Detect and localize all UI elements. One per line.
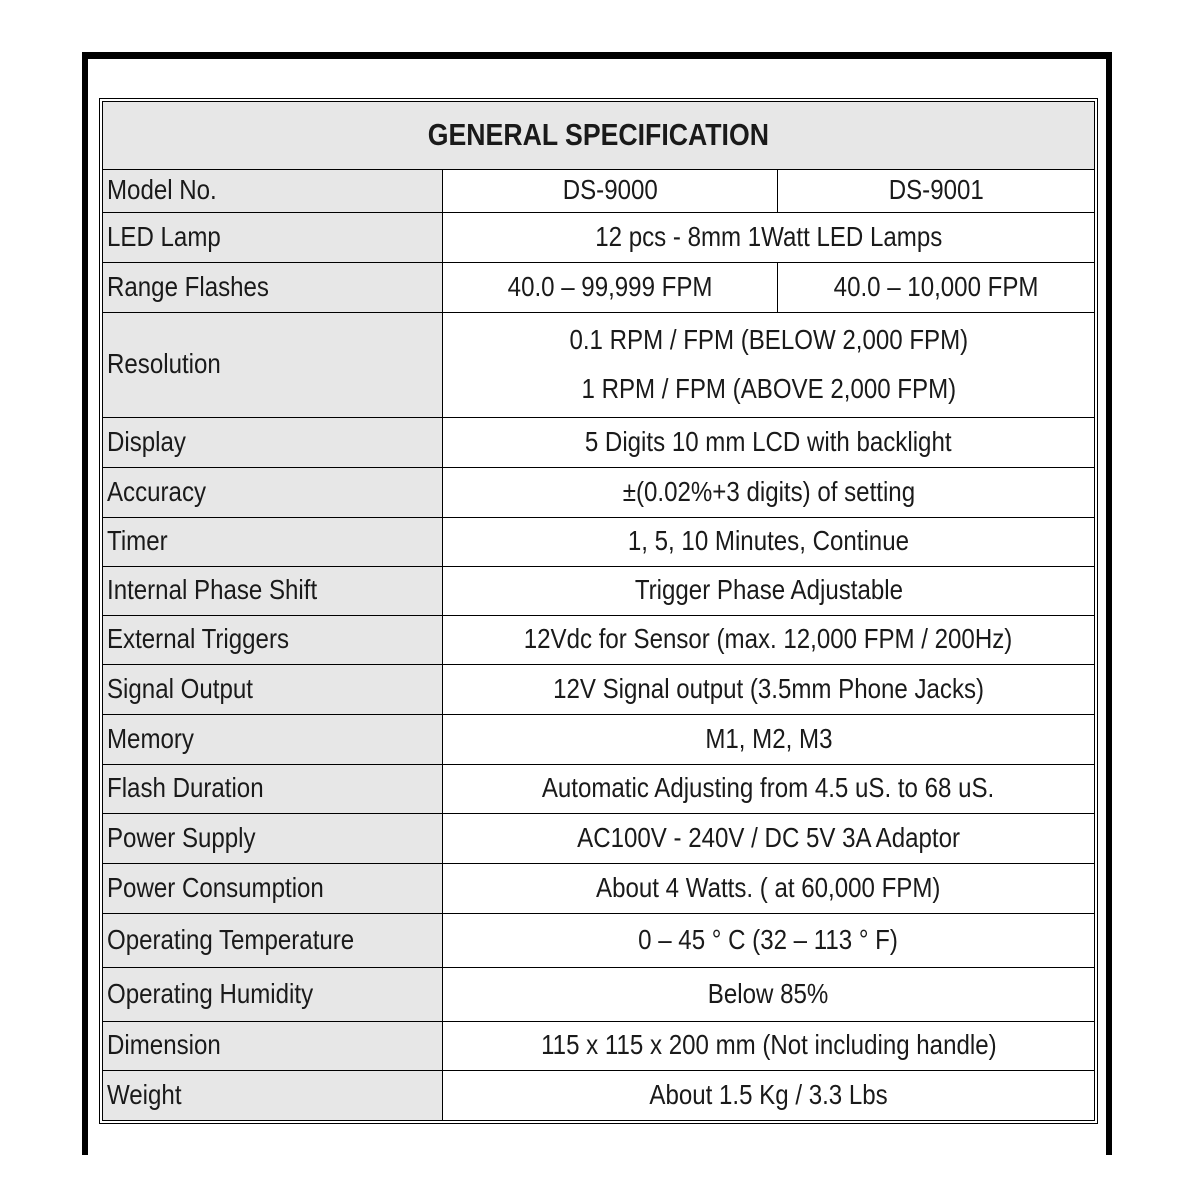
spec-label-flash-duration: Flash Duration (103, 765, 443, 814)
table-row-operating-temperature (103, 914, 1095, 968)
spec-label-internal-phase-shift: Internal Phase Shift (103, 567, 443, 616)
spec-label-memory: Memory (103, 715, 443, 765)
spec-value-dimension: 115 x 115 x 200 mm (Not including handle) (443, 1022, 1095, 1071)
table-row-weight (103, 1071, 1095, 1121)
table-row-range-flashes (103, 263, 1095, 313)
spec-value-model-ds9000: DS-9000 (443, 170, 778, 213)
table-row-dimension (103, 1022, 1095, 1071)
spec-value-resolution (443, 313, 1095, 418)
spec-label-external-triggers: External Triggers (103, 616, 443, 665)
spec-label-resolution: Resolution (103, 313, 443, 418)
spec-label-display: Display (103, 418, 443, 468)
spec-label-operating-humidity: Operating Humidity (103, 968, 443, 1022)
spec-label-timer: Timer (103, 518, 443, 567)
table-row-accuracy (103, 468, 1095, 518)
spec-label-led-lamp: LED Lamp (103, 213, 443, 263)
resolution-line-2: 1 RPM / FPM (ABOVE 2,000 FPM) (581, 373, 956, 404)
spec-value-power-supply: AC100V - 240V / DC 5V 3A Adaptor (443, 814, 1095, 864)
table-row-power-consumption (103, 864, 1095, 914)
table-row-timer (103, 518, 1095, 567)
table-title-cell (103, 102, 1095, 170)
spec-value-model-ds9001: DS-9001 (778, 170, 1095, 213)
spec-value-range-ds9000: 40.0 – 99,999 FPM (443, 263, 778, 313)
spec-label-dimension: Dimension (103, 1022, 443, 1071)
table-row-resolution (103, 313, 1095, 418)
spec-label-power-supply: Power Supply (103, 814, 443, 864)
spec-value-weight: About 1.5 Kg / 3.3 Lbs (443, 1071, 1095, 1121)
table-row-internal-phase-shift (103, 567, 1095, 616)
spec-label-model-no: Model No. (103, 170, 443, 213)
specification-table (102, 101, 1095, 1121)
table-header-row (103, 102, 1095, 170)
table-row-memory (103, 715, 1095, 765)
table-row-operating-humidity (103, 968, 1095, 1022)
table-row-flash-duration (103, 765, 1095, 814)
spec-label-power-consumption: Power Consumption (103, 864, 443, 914)
spec-value-internal-phase-shift: Trigger Phase Adjustable (443, 567, 1095, 616)
specification-table-wrapper (99, 98, 1098, 1124)
spec-value-accuracy: ±(0.02%+3 digits) of setting (443, 468, 1095, 518)
spec-label-signal-output: Signal Output (103, 665, 443, 715)
table-row-model-no (103, 170, 1095, 213)
spec-value-power-consumption: About 4 Watts. ( at 60,000 FPM) (443, 864, 1095, 914)
spec-value-display: 5 Digits 10 mm LCD with backlight (443, 418, 1095, 468)
spec-value-external-triggers: 12Vdc for Sensor (max. 12,000 FPM / 200Hz) (443, 616, 1095, 665)
spec-value-operating-temperature: 0 – 45 ° C (32 – 113 ° F) (443, 914, 1095, 968)
spec-label-operating-temperature: Operating Temperature (103, 914, 443, 968)
spec-value-signal-output: 12V Signal output (3.5mm Phone Jacks) (443, 665, 1095, 715)
table-row-signal-output (103, 665, 1095, 715)
table-row-power-supply (103, 814, 1095, 864)
spec-label-range-flashes: Range Flashes (103, 263, 443, 313)
spec-value-range-ds9001: 40.0 – 10,000 FPM (778, 263, 1095, 313)
spec-value-led-lamp: 12 pcs - 8mm 1Watt LED Lamps (443, 213, 1095, 263)
resolution-line-1: 0.1 RPM / FPM (BELOW 2,000 FPM) (569, 324, 968, 355)
spec-value-flash-duration: Automatic Adjusting from 4.5 uS. to 68 uS. (443, 765, 1095, 814)
spec-label-accuracy: Accuracy (103, 468, 443, 518)
spec-value-memory: M1, M2, M3 (443, 715, 1095, 765)
table-row-display (103, 418, 1095, 468)
spec-label-weight: Weight (103, 1071, 443, 1121)
table-title: GENERAL SPECIFICATION (427, 116, 770, 152)
spec-value-timer: 1, 5, 10 Minutes, Continue (443, 518, 1095, 567)
spec-value-operating-humidity: Below 85% (443, 968, 1095, 1022)
table-row-external-triggers (103, 616, 1095, 665)
table-row-led-lamp (103, 213, 1095, 263)
